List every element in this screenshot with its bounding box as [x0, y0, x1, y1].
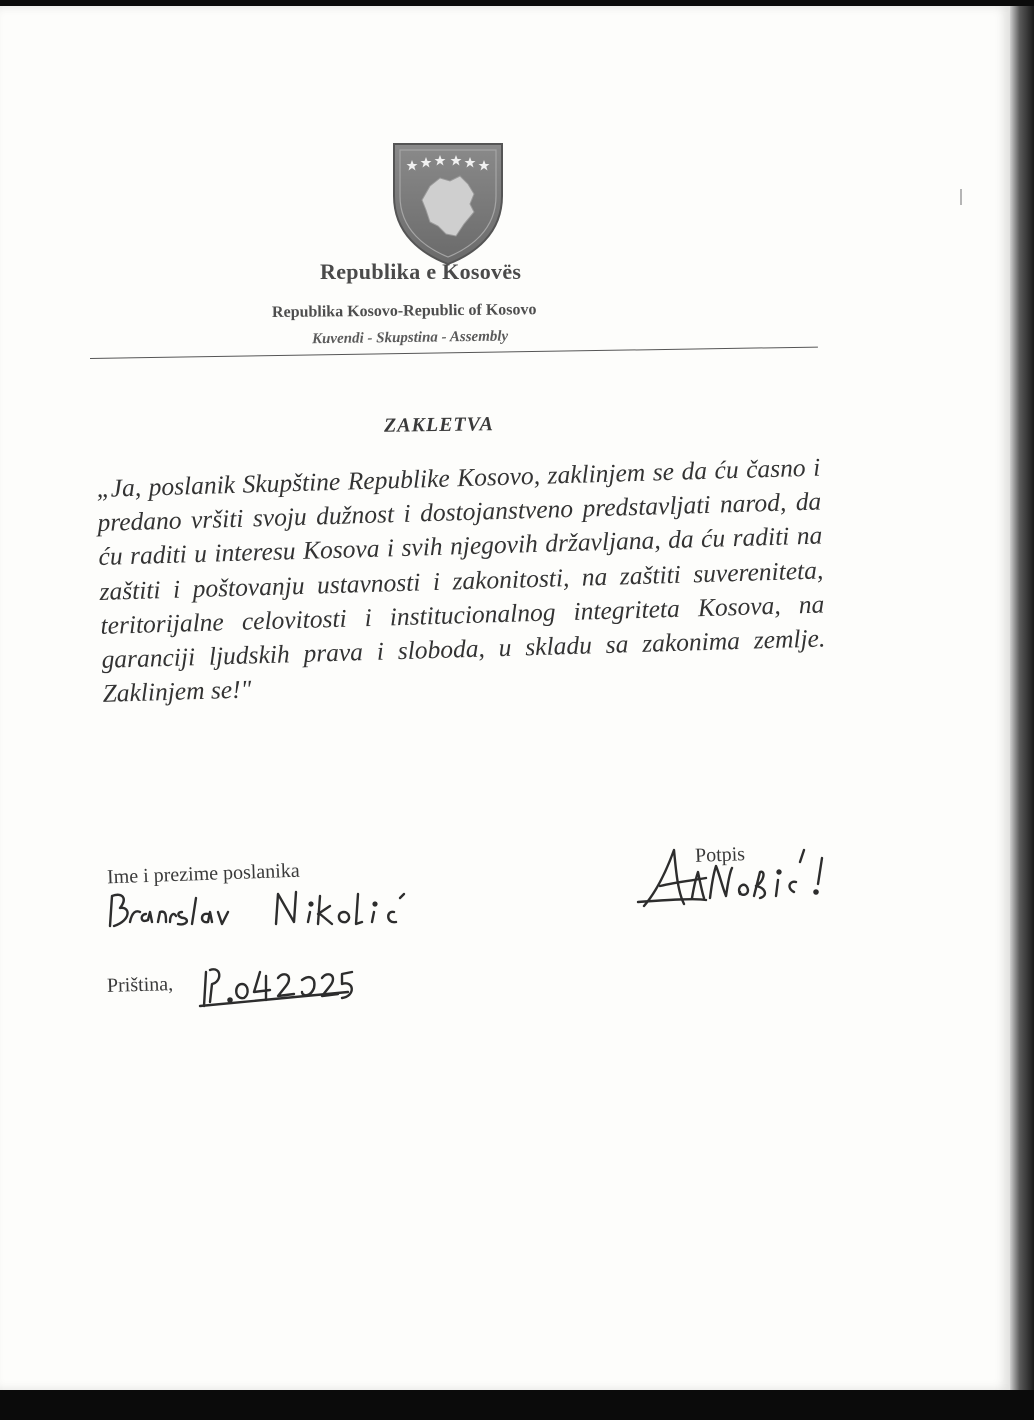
republic-name-serbian-english: Republika Kosovo-Republic of Kosovo [271, 301, 537, 321]
signature-label: Potpis [694, 843, 746, 867]
handwritten-name-signature [104, 882, 424, 940]
assembly-name: Kuvendi - Skupstina - Assembly [311, 328, 509, 348]
name-label: Ime i prezime poslanika [106, 859, 301, 889]
scan-artifact [960, 189, 962, 205]
page-edge-shadow [1010, 6, 1034, 1390]
document-page [0, 6, 1010, 1390]
handwritten-date [198, 962, 358, 1010]
kosovo-emblem-icon [390, 138, 506, 266]
handwritten-signature [636, 842, 836, 916]
header-divider [90, 347, 818, 359]
republic-name-albanian: Republika e Kosovës [320, 259, 522, 284]
document-title: ZAKLETVA [383, 413, 495, 437]
oath-text: „Ja, poslanik Skupštine Republike Kosovo, zaklinjem se da ću časno i predano vršiti svoju dužnost i dostojanstveno predstavljati narod, da ću raditi u interesu Kosova i svih njegovih državljana, da ću raditi na zaštiti i poštovanju ustavnosti i zakonitosti, na zaštiti suvereniteta, teritorijalne celovitosti i institucionalnog integriteta Kosova, na garanciji ljudskih prava i sloboda, u skladu sa zakonima zemlje. Zaklinjem se!" [96, 452, 826, 709]
place-label: Priština, [106, 973, 174, 997]
